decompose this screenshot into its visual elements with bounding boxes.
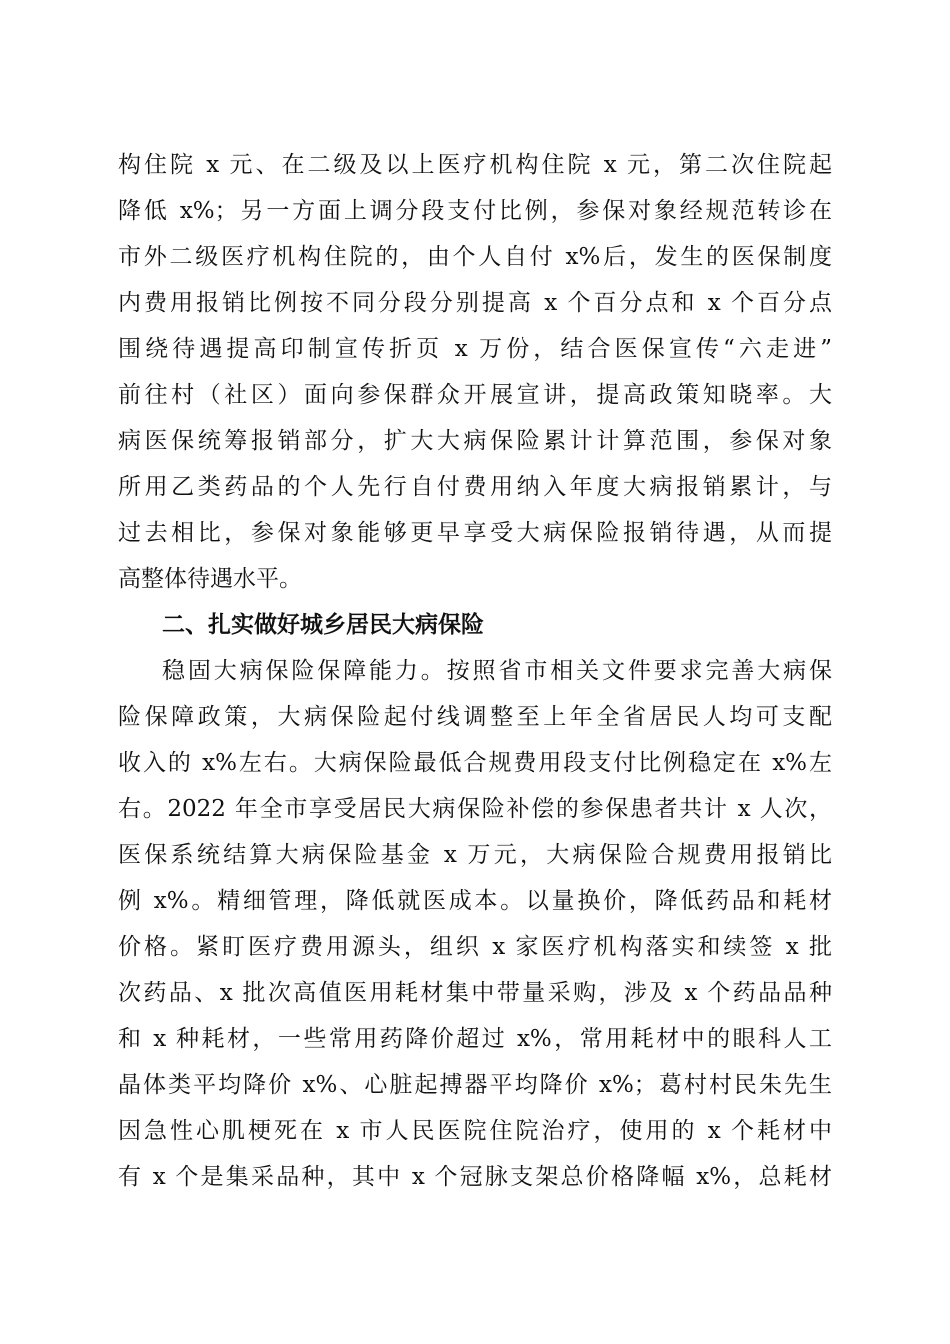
paragraph-line: 价格。紧盯医疗费用源头，组织 x 家医疗机构落实和续签 x 批 bbox=[118, 934, 832, 960]
paragraph-line: 和 x 种耗材，一些常用药降价超过 x%，常用耗材中的眼科人工 bbox=[118, 1026, 832, 1052]
paragraph-line: 内费用报销比例按不同分段分别提高 x 个百分点和 x 个百分点 bbox=[118, 290, 832, 316]
paragraph-line: 险保障政策，大病保险起付线调整至上年全省居民人均可支配 bbox=[118, 704, 832, 730]
paragraph-line: 稳固大病保险保障能力。按照省市相关文件要求完善大病保 bbox=[162, 658, 832, 684]
paragraph-line: 市外二级医疗机构住院的，由个人自付 x%后，发生的医保制度 bbox=[118, 244, 832, 270]
paragraph-line: 降低 x%；另一方面上调分段支付比例，参保对象经规范转诊在 bbox=[118, 198, 832, 224]
paragraph-line: 右。2022 年全市享受居民大病保险补偿的参保患者共计 x 人次， bbox=[118, 796, 832, 822]
paragraph-line: 因急性心肌梗死在 x 市人民医院住院治疗，使用的 x 个耗材中 bbox=[118, 1118, 832, 1144]
paragraph-2 bbox=[118, 648, 832, 1200]
paragraph-line: 高整体待遇水平。 bbox=[118, 566, 302, 592]
paragraph-line: 有 x 个是集采品种，其中 x 个冠脉支架总价格降幅 x%，总耗材 bbox=[118, 1164, 832, 1190]
paragraph-line: 所用乙类药品的个人先行自付费用纳入年度大病报销累计，与 bbox=[118, 474, 832, 500]
paragraph-line: 收入的 x%左右。大病保险最低合规费用段支付比例稳定在 x%左 bbox=[118, 750, 832, 776]
paragraph-1 bbox=[118, 142, 832, 602]
paragraph-line: 例 x%。精细管理，降低就医成本。以量换价，降低药品和耗材 bbox=[118, 888, 832, 914]
paragraph-line: 过去相比，参保对象能够更早享受大病保险报销待遇，从而提 bbox=[118, 520, 832, 546]
paragraph-line: 病医保统筹报销部分，扩大大病保险累计计算范围，参保对象 bbox=[118, 428, 832, 454]
paragraph-line: 次药品、x 批次高值医用耗材集中带量采购，涉及 x 个药品品种 bbox=[118, 980, 832, 1006]
paragraph-line: 围绕待遇提高印制宣传折页 x 万份，结合医保宣传“六走进” bbox=[118, 336, 832, 362]
document-body bbox=[118, 142, 832, 1200]
paragraph-line: 晶体类平均降价 x%、心脏起搏器平均降价 x%；葛村村民朱先生 bbox=[118, 1072, 832, 1098]
paragraph-line: 前往村（社区）面向参保群众开展宣讲，提高政策知晓率。大 bbox=[118, 382, 832, 408]
paragraph-line: 医保系统结算大病保险基金 x 万元，大病保险合规费用报销比 bbox=[118, 842, 832, 868]
section-heading: 二、扎实做好城乡居民大病保险 bbox=[162, 612, 484, 638]
paragraph-line: 构住院 x 元、在二级及以上医疗机构住院 x 元，第二次住院起 bbox=[118, 152, 832, 178]
